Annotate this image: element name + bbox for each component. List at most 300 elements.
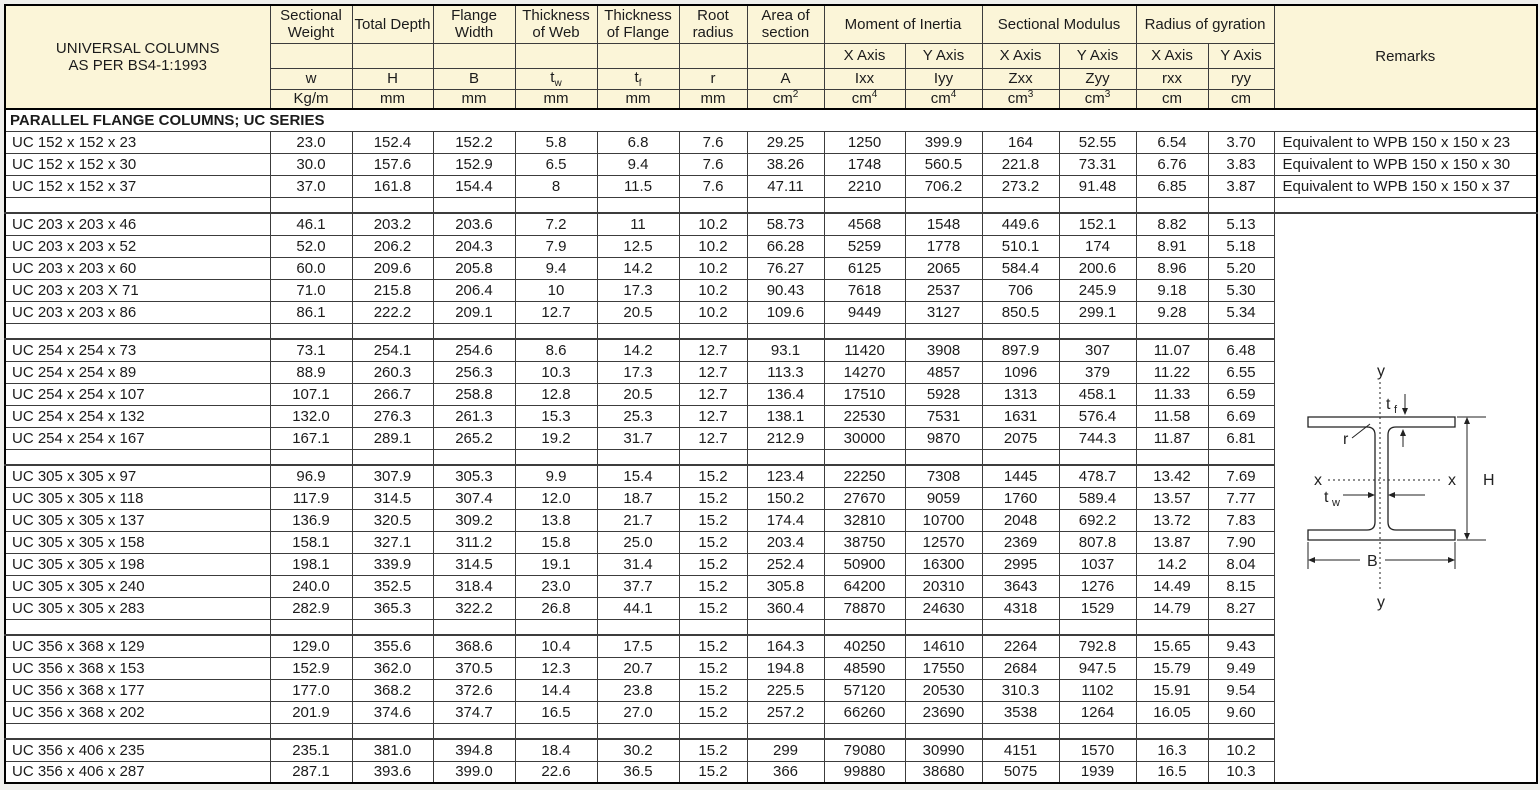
value-cell: 14.2 bbox=[1136, 553, 1208, 575]
table-row bbox=[5, 153, 1537, 175]
value-cell: 276.3 bbox=[352, 405, 433, 427]
value-cell: 692.2 bbox=[1059, 509, 1136, 531]
value-cell: 12.3 bbox=[515, 657, 597, 679]
value-cell: 203.6 bbox=[433, 213, 515, 235]
value-cell: 11420 bbox=[824, 339, 905, 361]
value-cell: 6.81 bbox=[1208, 427, 1274, 449]
value-cell: 152.4 bbox=[352, 131, 433, 153]
value-cell: 9.28 bbox=[1136, 301, 1208, 323]
value-cell: 7.9 bbox=[515, 235, 597, 257]
remark-cell: Equivalent to WPB 150 x 150 x 23 bbox=[1274, 131, 1537, 153]
value-cell: 78870 bbox=[824, 597, 905, 619]
value-cell: 221.8 bbox=[982, 153, 1059, 175]
symbol-header: ryy bbox=[1208, 68, 1274, 89]
empty-cell bbox=[1208, 619, 1274, 635]
empty-cell bbox=[747, 323, 824, 339]
value-cell: 60.0 bbox=[270, 257, 352, 279]
empty-cell bbox=[982, 323, 1059, 339]
value-cell: 14.2 bbox=[597, 339, 679, 361]
value-cell: 12570 bbox=[905, 531, 982, 553]
empty-cell bbox=[982, 197, 1059, 213]
value-cell: 25.0 bbox=[597, 531, 679, 553]
value-cell: 7.6 bbox=[679, 175, 747, 197]
empty-cell bbox=[905, 197, 982, 213]
value-cell: 205.8 bbox=[433, 257, 515, 279]
unit-header: cm bbox=[1208, 89, 1274, 109]
value-cell: 9.43 bbox=[1208, 635, 1274, 657]
value-cell: 16300 bbox=[905, 553, 982, 575]
col-header-moment-of-inertia: Moment of Inertia bbox=[824, 5, 982, 43]
diagram-tw-sub: w bbox=[1332, 497, 1341, 509]
empty-cell bbox=[5, 197, 270, 213]
value-cell: 203.4 bbox=[747, 531, 824, 553]
value-cell: 320.5 bbox=[352, 509, 433, 531]
empty-cell bbox=[1136, 323, 1208, 339]
empty-cell bbox=[515, 619, 597, 635]
value-cell: 20310 bbox=[905, 575, 982, 597]
value-cell: 3538 bbox=[982, 701, 1059, 723]
value-cell: 307 bbox=[1059, 339, 1136, 361]
value-cell: 12.7 bbox=[515, 301, 597, 323]
value-cell: 8.6 bbox=[515, 339, 597, 361]
value-cell: 9059 bbox=[905, 487, 982, 509]
value-cell: 14.79 bbox=[1136, 597, 1208, 619]
value-cell: 7.6 bbox=[679, 131, 747, 153]
value-cell: 29.25 bbox=[747, 131, 824, 153]
value-cell: 38750 bbox=[824, 531, 905, 553]
value-cell: 2995 bbox=[982, 553, 1059, 575]
value-cell: 31.4 bbox=[597, 553, 679, 575]
value-cell: 9.9 bbox=[515, 465, 597, 487]
empty-cell bbox=[982, 449, 1059, 465]
value-cell: 27.0 bbox=[597, 701, 679, 723]
value-cell: 16.5 bbox=[515, 701, 597, 723]
value-cell: 6.5 bbox=[515, 153, 597, 175]
empty-cell bbox=[1208, 197, 1274, 213]
designation-cell: UC 356 x 368 x 153 bbox=[5, 657, 270, 679]
value-cell: 14610 bbox=[905, 635, 982, 657]
table-title-line1: UNIVERSAL COLUMNS bbox=[55, 39, 220, 57]
symbol-header: Iyy bbox=[905, 68, 982, 89]
value-cell: 107.1 bbox=[270, 383, 352, 405]
value-cell: 7308 bbox=[905, 465, 982, 487]
value-cell: 15.2 bbox=[679, 575, 747, 597]
designation-cell: UC 152 x 152 x 23 bbox=[5, 131, 270, 153]
value-cell: 11.5 bbox=[597, 175, 679, 197]
value-cell: 14270 bbox=[824, 361, 905, 383]
value-cell: 38680 bbox=[905, 761, 982, 783]
value-cell: 17.5 bbox=[597, 635, 679, 657]
value-cell: 309.2 bbox=[433, 509, 515, 531]
value-cell: 7.90 bbox=[1208, 531, 1274, 553]
i-beam-outline bbox=[1308, 417, 1455, 540]
value-cell: 1631 bbox=[982, 405, 1059, 427]
value-cell: 1096 bbox=[982, 361, 1059, 383]
value-cell: 48590 bbox=[824, 657, 905, 679]
value-cell: 235.1 bbox=[270, 739, 352, 761]
empty-cell bbox=[1208, 449, 1274, 465]
value-cell: 352.5 bbox=[352, 575, 433, 597]
col-header-radius-of-gyration: Radius of gyration bbox=[1136, 5, 1274, 43]
value-cell: 399.9 bbox=[905, 131, 982, 153]
value-cell: 7.6 bbox=[679, 153, 747, 175]
value-cell: 3908 bbox=[905, 339, 982, 361]
value-cell: 9870 bbox=[905, 427, 982, 449]
empty-cell bbox=[905, 449, 982, 465]
empty-cell bbox=[515, 723, 597, 739]
value-cell: 374.7 bbox=[433, 701, 515, 723]
value-cell: 174 bbox=[1059, 235, 1136, 257]
value-cell: 73.1 bbox=[270, 339, 352, 361]
symbol-header: Zyy bbox=[1059, 68, 1136, 89]
value-cell: 66.28 bbox=[747, 235, 824, 257]
designation-cell: UC 152 x 152 x 30 bbox=[5, 153, 270, 175]
value-cell: 706.2 bbox=[905, 175, 982, 197]
value-cell: 73.31 bbox=[1059, 153, 1136, 175]
designation-cell: UC 305 x 305 x 97 bbox=[5, 465, 270, 487]
value-cell: 252.4 bbox=[747, 553, 824, 575]
value-cell: 198.1 bbox=[270, 553, 352, 575]
value-cell: 4318 bbox=[982, 597, 1059, 619]
value-cell: 13.57 bbox=[1136, 487, 1208, 509]
value-cell: 152.2 bbox=[433, 131, 515, 153]
value-cell: 6125 bbox=[824, 257, 905, 279]
designation-cell: UC 254 x 254 x 107 bbox=[5, 383, 270, 405]
value-cell: 15.79 bbox=[1136, 657, 1208, 679]
value-cell: 16.3 bbox=[1136, 739, 1208, 761]
empty-cell bbox=[1059, 449, 1136, 465]
value-cell: 15.2 bbox=[679, 553, 747, 575]
value-cell: 5259 bbox=[824, 235, 905, 257]
empty-cell bbox=[905, 323, 982, 339]
value-cell: 14.2 bbox=[597, 257, 679, 279]
empty-cell bbox=[679, 449, 747, 465]
section-header-row bbox=[5, 109, 1537, 131]
value-cell: 109.6 bbox=[747, 301, 824, 323]
value-cell: 6.76 bbox=[1136, 153, 1208, 175]
diagram-cell bbox=[1274, 213, 1537, 783]
value-cell: 14.4 bbox=[515, 679, 597, 701]
value-cell: 322.2 bbox=[433, 597, 515, 619]
value-cell: 12.7 bbox=[679, 383, 747, 405]
value-cell: 209.6 bbox=[352, 257, 433, 279]
value-cell: 206.2 bbox=[352, 235, 433, 257]
value-cell: 161.8 bbox=[352, 175, 433, 197]
table-title-line2: AS PER BS4-1:1993 bbox=[68, 57, 207, 74]
designation-cell: UC 356 x 406 x 287 bbox=[5, 761, 270, 783]
value-cell: 25.3 bbox=[597, 405, 679, 427]
designation-cell: UC 356 x 406 x 235 bbox=[5, 739, 270, 761]
value-cell: 13.8 bbox=[515, 509, 597, 531]
value-cell: 152.9 bbox=[433, 153, 515, 175]
value-cell: 10 bbox=[515, 279, 597, 301]
diagram-x-left-label: x bbox=[1314, 472, 1323, 489]
value-cell: 1264 bbox=[1059, 701, 1136, 723]
value-cell: 3127 bbox=[905, 301, 982, 323]
empty-cell bbox=[352, 723, 433, 739]
axis-header-y: Y Axis bbox=[1208, 43, 1274, 68]
value-cell: 17550 bbox=[905, 657, 982, 679]
empty-cell bbox=[597, 619, 679, 635]
empty-cell bbox=[5, 619, 270, 635]
value-cell: 44.1 bbox=[597, 597, 679, 619]
empty-cell bbox=[982, 619, 1059, 635]
unit-header: $cm^4$ bbox=[905, 89, 982, 109]
empty-cell bbox=[1136, 449, 1208, 465]
value-cell: 2264 bbox=[982, 635, 1059, 657]
value-cell: 15.2 bbox=[679, 597, 747, 619]
value-cell: 2048 bbox=[982, 509, 1059, 531]
value-cell: 1778 bbox=[905, 235, 982, 257]
value-cell: 11.33 bbox=[1136, 383, 1208, 405]
value-cell: 20530 bbox=[905, 679, 982, 701]
value-cell: 9.4 bbox=[597, 153, 679, 175]
empty-cell bbox=[352, 323, 433, 339]
value-cell: 15.2 bbox=[679, 635, 747, 657]
value-cell: 22.6 bbox=[515, 761, 597, 783]
value-cell: 360.4 bbox=[747, 597, 824, 619]
empty-cell bbox=[270, 197, 352, 213]
value-cell: 164 bbox=[982, 131, 1059, 153]
unit-header: $cm^3$ bbox=[1059, 89, 1136, 109]
value-cell: 257.2 bbox=[747, 701, 824, 723]
value-cell: 23.0 bbox=[515, 575, 597, 597]
value-cell: 1760 bbox=[982, 487, 1059, 509]
empty-cell bbox=[1059, 323, 1136, 339]
value-cell: 58.73 bbox=[747, 213, 824, 235]
header-blank-cell bbox=[747, 43, 824, 68]
value-cell: 96.9 bbox=[270, 465, 352, 487]
value-cell: 20.5 bbox=[597, 383, 679, 405]
value-cell: 510.1 bbox=[982, 235, 1059, 257]
empty-cell bbox=[433, 619, 515, 635]
value-cell: 164.3 bbox=[747, 635, 824, 657]
value-cell: 5928 bbox=[905, 383, 982, 405]
value-cell: 30990 bbox=[905, 739, 982, 761]
col-header-flange-thickness: Thickness of Flange bbox=[597, 5, 679, 43]
value-cell: 261.3 bbox=[433, 405, 515, 427]
value-cell: 47.11 bbox=[747, 175, 824, 197]
empty-cell bbox=[352, 197, 433, 213]
designation-cell: UC 203 x 203 X 71 bbox=[5, 279, 270, 301]
value-cell: 13.42 bbox=[1136, 465, 1208, 487]
value-cell: 23690 bbox=[905, 701, 982, 723]
value-cell: 15.2 bbox=[679, 679, 747, 701]
value-cell: 15.2 bbox=[679, 465, 747, 487]
value-cell: 2210 bbox=[824, 175, 905, 197]
value-cell: 10.2 bbox=[679, 235, 747, 257]
value-cell: 5.34 bbox=[1208, 301, 1274, 323]
value-cell: 9.4 bbox=[515, 257, 597, 279]
symbol-header: B bbox=[433, 68, 515, 89]
value-cell: 381.0 bbox=[352, 739, 433, 761]
empty-cell bbox=[982, 723, 1059, 739]
value-cell: 9.49 bbox=[1208, 657, 1274, 679]
value-cell: 150.2 bbox=[747, 487, 824, 509]
value-cell: 394.8 bbox=[433, 739, 515, 761]
table-row bbox=[5, 175, 1537, 197]
value-cell: 76.27 bbox=[747, 257, 824, 279]
value-cell: 1037 bbox=[1059, 553, 1136, 575]
value-cell: 15.2 bbox=[679, 761, 747, 783]
empty-cell bbox=[1208, 723, 1274, 739]
value-cell: 18.7 bbox=[597, 487, 679, 509]
unit-header: Kg/m bbox=[270, 89, 352, 109]
empty-cell bbox=[1136, 619, 1208, 635]
value-cell: 1548 bbox=[905, 213, 982, 235]
designation-cell: UC 152 x 152 x 37 bbox=[5, 175, 270, 197]
axis-header-x: X Axis bbox=[824, 43, 905, 68]
empty-cell bbox=[905, 723, 982, 739]
value-cell: 6.69 bbox=[1208, 405, 1274, 427]
value-cell: 1748 bbox=[824, 153, 905, 175]
value-cell: 204.3 bbox=[433, 235, 515, 257]
diagram-tw-label: t bbox=[1324, 489, 1329, 506]
value-cell: 8.15 bbox=[1208, 575, 1274, 597]
value-cell: 27670 bbox=[824, 487, 905, 509]
value-cell: 289.1 bbox=[352, 427, 433, 449]
empty-cell bbox=[1059, 197, 1136, 213]
symbol-header: Ixx bbox=[824, 68, 905, 89]
value-cell: 15.2 bbox=[679, 509, 747, 531]
designation-cell: UC 356 x 368 x 129 bbox=[5, 635, 270, 657]
empty-cell bbox=[824, 619, 905, 635]
value-cell: 152.1 bbox=[1059, 213, 1136, 235]
value-cell: 71.0 bbox=[270, 279, 352, 301]
value-cell: 212.9 bbox=[747, 427, 824, 449]
value-cell: 117.9 bbox=[270, 487, 352, 509]
value-cell: 32810 bbox=[824, 509, 905, 531]
value-cell: 393.6 bbox=[352, 761, 433, 783]
value-cell: 6.55 bbox=[1208, 361, 1274, 383]
unit-header: mm bbox=[515, 89, 597, 109]
value-cell: 13.87 bbox=[1136, 531, 1208, 553]
value-cell: 99880 bbox=[824, 761, 905, 783]
empty-cell bbox=[270, 323, 352, 339]
value-cell: 9449 bbox=[824, 301, 905, 323]
value-cell: 327.1 bbox=[352, 531, 433, 553]
empty-cell bbox=[1274, 197, 1537, 213]
designation-cell: UC 203 x 203 x 52 bbox=[5, 235, 270, 257]
value-cell: 947.5 bbox=[1059, 657, 1136, 679]
empty-cell bbox=[747, 619, 824, 635]
value-cell: 200.6 bbox=[1059, 257, 1136, 279]
value-cell: 10.2 bbox=[1208, 739, 1274, 761]
symbol-header: $t_w$ bbox=[515, 68, 597, 89]
header-blank-cell bbox=[597, 43, 679, 68]
value-cell: 11 bbox=[597, 213, 679, 235]
value-cell: 4857 bbox=[905, 361, 982, 383]
value-cell: 4568 bbox=[824, 213, 905, 235]
diagram-tf-label: t bbox=[1386, 396, 1391, 413]
value-cell: 154.4 bbox=[433, 175, 515, 197]
value-cell: 5.18 bbox=[1208, 235, 1274, 257]
value-cell: 22250 bbox=[824, 465, 905, 487]
empty-cell bbox=[515, 197, 597, 213]
col-header-sectional-modulus: Sectional Modulus bbox=[982, 5, 1136, 43]
value-cell: 310.3 bbox=[982, 679, 1059, 701]
value-cell: 225.5 bbox=[747, 679, 824, 701]
diagram-tf-sub: f bbox=[1394, 404, 1398, 416]
value-cell: 366 bbox=[747, 761, 824, 783]
empty-cell bbox=[433, 197, 515, 213]
value-cell: 123.4 bbox=[747, 465, 824, 487]
value-cell: 374.6 bbox=[352, 701, 433, 723]
axis-header-y: Y Axis bbox=[1059, 43, 1136, 68]
value-cell: 152.9 bbox=[270, 657, 352, 679]
value-cell: 2537 bbox=[905, 279, 982, 301]
value-cell: 365.3 bbox=[352, 597, 433, 619]
value-cell: 5.13 bbox=[1208, 213, 1274, 235]
designation-cell: UC 356 x 368 x 177 bbox=[5, 679, 270, 701]
value-cell: 136.9 bbox=[270, 509, 352, 531]
designation-cell: UC 254 x 254 x 89 bbox=[5, 361, 270, 383]
value-cell: 305.3 bbox=[433, 465, 515, 487]
value-cell: 311.2 bbox=[433, 531, 515, 553]
value-cell: 129.0 bbox=[270, 635, 352, 657]
value-cell: 6.85 bbox=[1136, 175, 1208, 197]
axis-header-y: Y Axis bbox=[905, 43, 982, 68]
empty-cell bbox=[270, 449, 352, 465]
value-cell: 245.9 bbox=[1059, 279, 1136, 301]
value-cell: 307.9 bbox=[352, 465, 433, 487]
value-cell: 36.5 bbox=[597, 761, 679, 783]
designation-cell: UC 305 x 305 x 137 bbox=[5, 509, 270, 531]
i-beam-section-diagram bbox=[1290, 362, 1520, 612]
empty-cell bbox=[597, 449, 679, 465]
value-cell: 12.7 bbox=[679, 339, 747, 361]
value-cell: 11.07 bbox=[1136, 339, 1208, 361]
value-cell: 8.04 bbox=[1208, 553, 1274, 575]
empty-cell bbox=[824, 449, 905, 465]
value-cell: 5.30 bbox=[1208, 279, 1274, 301]
col-header-web-thickness: Thickness of Web bbox=[515, 5, 597, 43]
value-cell: 132.0 bbox=[270, 405, 352, 427]
empty-cell bbox=[352, 449, 433, 465]
diagram-x-right-label: x bbox=[1448, 472, 1457, 489]
value-cell: 9.18 bbox=[1136, 279, 1208, 301]
value-cell: 13.72 bbox=[1136, 509, 1208, 531]
value-cell: 40250 bbox=[824, 635, 905, 657]
empty-cell bbox=[515, 323, 597, 339]
designation-cell: UC 305 x 305 x 283 bbox=[5, 597, 270, 619]
value-cell: 11.87 bbox=[1136, 427, 1208, 449]
value-cell: 16.05 bbox=[1136, 701, 1208, 723]
value-cell: 17.3 bbox=[597, 279, 679, 301]
designation-cell: UC 254 x 254 x 167 bbox=[5, 427, 270, 449]
value-cell: 370.5 bbox=[433, 657, 515, 679]
value-cell: 177.0 bbox=[270, 679, 352, 701]
value-cell: 318.4 bbox=[433, 575, 515, 597]
value-cell: 10.2 bbox=[679, 213, 747, 235]
value-cell: 9.54 bbox=[1208, 679, 1274, 701]
value-cell: 12.5 bbox=[597, 235, 679, 257]
value-cell: 14.49 bbox=[1136, 575, 1208, 597]
value-cell: 3.83 bbox=[1208, 153, 1274, 175]
header-blank-cell bbox=[270, 43, 352, 68]
value-cell: 30.0 bbox=[270, 153, 352, 175]
unit-header: $cm^2$ bbox=[747, 89, 824, 109]
header-blank-cell bbox=[352, 43, 433, 68]
header-group-row bbox=[5, 5, 1537, 43]
empty-cell bbox=[515, 449, 597, 465]
value-cell: 339.9 bbox=[352, 553, 433, 575]
empty-cell bbox=[824, 323, 905, 339]
empty-cell bbox=[352, 619, 433, 635]
value-cell: 584.4 bbox=[982, 257, 1059, 279]
value-cell: 19.2 bbox=[515, 427, 597, 449]
empty-cell bbox=[1059, 619, 1136, 635]
